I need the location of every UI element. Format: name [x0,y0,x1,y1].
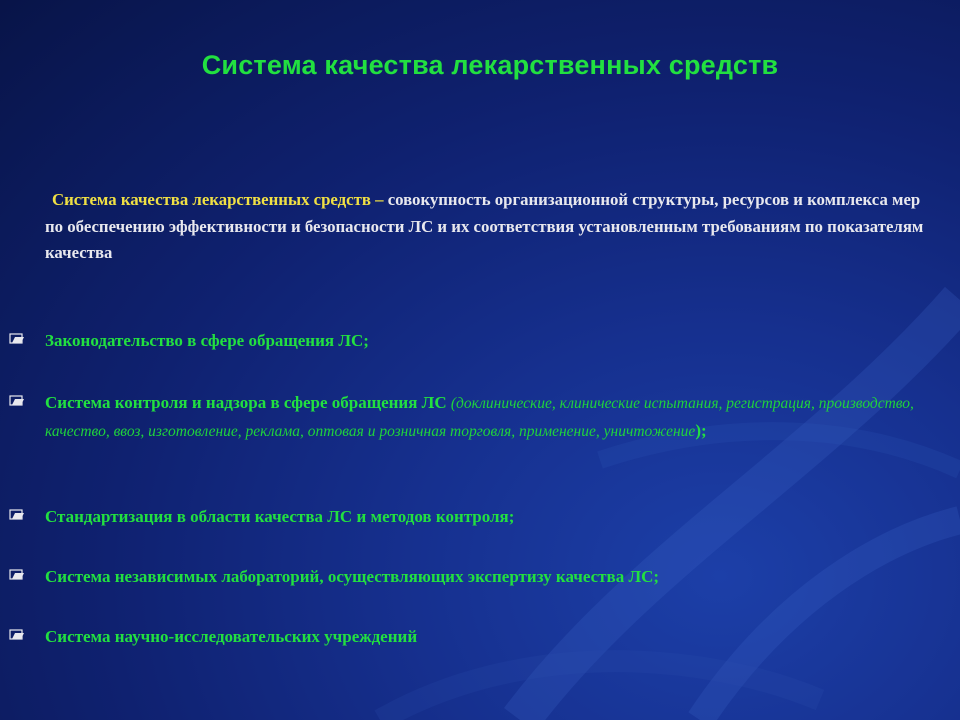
definition-term: Система качества лекарственных средств [52,190,371,209]
bullet-text: Стандартизация в области качества ЛС и методов контроля; [45,507,515,526]
definition-dash: – [370,190,388,209]
bullet-item-research-institutions [45,623,925,650]
bullet-text: Законодательство в сфере обращения ЛС; [45,331,369,350]
folder-icon [9,393,25,407]
bullet-tail: ); [695,421,707,440]
folder-icon [9,567,25,581]
definition-text: совокупность организационной структуры, ресурсов и комплекса мер по обеспечению эффективности и безопасности ЛС и их соответствия установленным требованиям по показателям качества [45,190,924,262]
bullet-note: (доклинические, клинические испытания, регистрация, производство, качество, ввоз, изготовление, реклама, оптовая и розничная торговля, применение, уничтожение [45,395,914,440]
bullet-text: Система независимых лабораторий, осуществляющих экспертизу качества ЛС; [45,567,660,586]
folder-icon [9,331,25,345]
bullet-item-control-supervision [45,389,925,445]
bullet-text: Система научно-исследовательских учреждений [45,627,418,646]
bullet-item-standardization [45,503,925,530]
slide-title: Система качества лекарственных средств [201,50,779,80]
folder-icon [9,627,25,641]
bullet-item-laboratories [45,563,925,590]
bullet-text: Система контроля и надзора в сфере обращения ЛС [45,393,451,412]
folder-icon [9,507,25,521]
bullet-item-legislation [45,327,925,354]
